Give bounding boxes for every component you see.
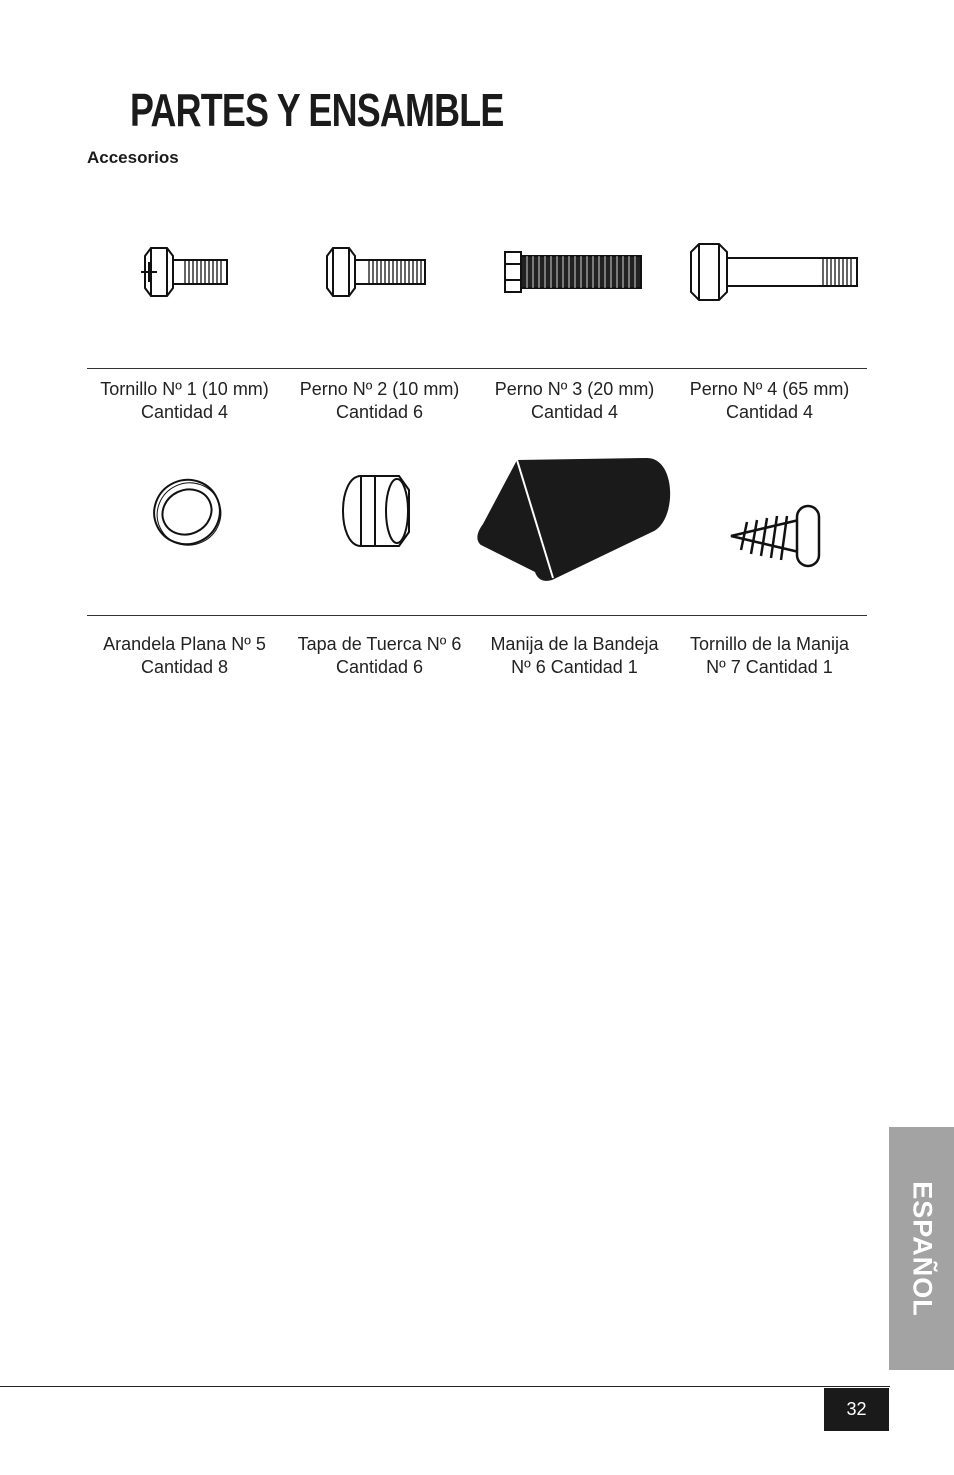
part-caption <box>87 378 282 424</box>
parts-row-1-captions <box>87 378 867 424</box>
part-name: Tornillo Nº 1 (10 mm) <box>100 379 269 399</box>
divider <box>87 368 867 369</box>
flat-washer-icon <box>144 469 232 556</box>
part-caption <box>477 378 672 424</box>
part-name: Tornillo de la Manija <box>689 634 850 654</box>
hex-bolt-short-icon <box>141 248 227 296</box>
cap-nut-icon <box>343 476 409 546</box>
parts-row-2-illustrations <box>87 450 867 590</box>
parts-row-2-captions <box>87 633 867 679</box>
part-caption <box>672 378 867 424</box>
part-caption <box>282 378 477 424</box>
part-name: Arandela Plana Nº 5 <box>103 634 266 654</box>
part-quantity: Cantidad 6 <box>335 402 424 422</box>
part-quantity: Nº 6 Cantidad 1 <box>511 657 638 677</box>
part-caption <box>87 633 282 679</box>
part-name: Perno Nº 3 (20 mm) <box>494 379 655 399</box>
long-hex-bolt-icon <box>691 244 857 300</box>
part-caption <box>477 633 672 679</box>
part-name: Perno Nº 2 (10 mm) <box>299 379 460 399</box>
hex-bolt-short-icon <box>327 248 425 296</box>
section-label: Accesorios <box>87 148 179 167</box>
part-quantity: Cantidad 6 <box>335 657 424 677</box>
language-tab-label: ESPAÑOL <box>907 1180 937 1317</box>
part-name: Manija de la Bandeja <box>490 634 659 654</box>
tray-handle-icon <box>477 458 670 581</box>
footer-rule <box>0 1386 890 1387</box>
page-number: 32 <box>824 1388 889 1431</box>
page-title: PARTES Y ENSAMBLE <box>130 84 504 136</box>
language-tab <box>889 1127 954 1370</box>
part-quantity: Cantidad 4 <box>530 402 619 422</box>
handle-screw-icon <box>731 506 819 566</box>
part-name: Tapa de Tuerca Nº 6 <box>297 634 462 654</box>
threaded-bolt-icon <box>505 252 641 292</box>
parts-row-1-illustrations <box>87 230 867 320</box>
part-quantity: Cantidad 4 <box>725 402 814 422</box>
part-quantity: Cantidad 8 <box>140 657 229 677</box>
part-caption <box>282 633 477 679</box>
part-quantity: Nº 7 Cantidad 1 <box>706 657 833 677</box>
part-quantity: Cantidad 4 <box>140 402 229 422</box>
part-name: Perno Nº 4 (65 mm) <box>689 379 850 399</box>
divider <box>87 615 867 616</box>
part-caption <box>672 633 867 679</box>
